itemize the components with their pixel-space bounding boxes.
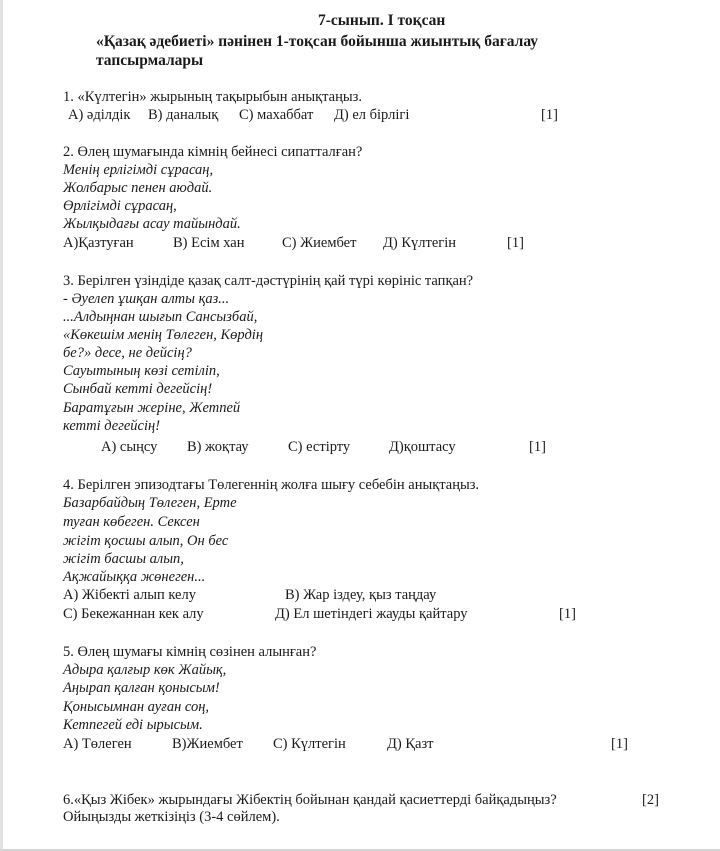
q2-verse-line: Жылқыдағы асау тайындай. <box>63 216 241 232</box>
q5-verse-line: Адыра қалғыр көк Жайық, <box>63 662 227 678</box>
q2-verse-line: Жолбарыс пенен аюдай. <box>63 180 213 196</box>
q2-option-d: Д) Күлтегін <box>383 235 457 251</box>
q5-verse-line: Қонысымнан ауған соң, <box>63 699 210 715</box>
q1-option-c: С) махаббат <box>239 107 314 123</box>
assessment-title-line1: «Қазақ әдебиеті» пәнінен 1-тоқсан бойынша жиынтық бағалау <box>96 33 539 50</box>
q6-mark: [2] <box>642 792 659 808</box>
q5-option-a: А) Төлеген <box>63 736 132 752</box>
q4-question: 4. Берілген эпизодтағы Төлегеннің жолға шығу себебін анықтаңыз. <box>63 477 480 493</box>
q3-verse-line: Сауытының көзі сетіліп, <box>63 363 220 379</box>
q3-verse-line: «Көкешім менің Төлеген, Көрдің <box>63 327 264 343</box>
q3-option-a: А) сыңсу <box>101 439 158 455</box>
q3-verse-line: Баратұғын жеріне, Жетпей <box>63 400 241 416</box>
q5-verse-line: Кетпегей еді ырысым. <box>63 717 203 733</box>
q2-verse-line: Өрлігімді сұрасаң, <box>63 198 177 214</box>
q2-option-c: С) Жиембет <box>282 235 357 251</box>
q3-option-b: В) жоқтау <box>187 439 249 455</box>
q3-verse-line: Сынбай кетті дегейсің! <box>63 381 213 397</box>
q4-verse-line: туған көбеген. Сексен <box>63 514 200 530</box>
q2-question: 2. Өлең шумағында кімнің бейнесі сипатталған? <box>63 144 363 160</box>
q4-verse-line: Ақжайыққа жөнеген... <box>63 569 206 585</box>
q3-verse-line: бе?» десе, не дейсің? <box>63 345 192 361</box>
q5-mark: [1] <box>611 736 628 752</box>
q5-option-c: С) Күлтегін <box>273 736 346 752</box>
q1-question: 1. «Күлтегін» жырының тақырыбын анықтаңыз. <box>63 89 362 105</box>
q5-question: 5. Өлең шумағы кімнің сөзінен алынған? <box>63 644 317 660</box>
q2-mark: [1] <box>507 235 524 251</box>
q4-option-c: С) Бекежаннан кек алу <box>63 606 204 622</box>
q5-verse-line: Аңырап қалған қонысым! <box>63 680 220 696</box>
q3-option-d: Д)қоштасу <box>389 439 456 455</box>
q3-mark: [1] <box>529 439 546 455</box>
q3-verse-line: ...Алдыңнан шығып Сансызбай, <box>63 309 258 325</box>
q4-verse-line: жігіт басшы алып, <box>63 551 184 567</box>
q6-question: 6.«Қыз Жібек» жырындағы Жібектің бойынан қандай қасиеттерді байқадыңыз? <box>63 792 557 808</box>
q1-option-b: В) даналық <box>148 107 219 123</box>
q2-option-a: А)Қазтуған <box>63 235 134 251</box>
q5-option-b: В)Жиембет <box>172 736 243 752</box>
q1-option-d: Д) ел бірлігі <box>334 107 410 123</box>
q3-verse-line: кетті дегейсің! <box>63 418 161 434</box>
grade-term-title: 7-сынып. І тоқсан <box>318 12 446 29</box>
q3-option-c: С) естірту <box>288 439 351 455</box>
q4-option-a: А) Жібекті алып келу <box>63 587 196 603</box>
q4-mark: [1] <box>559 606 576 622</box>
q1-option-a: А) әділдік <box>68 107 131 123</box>
q3-question: 3. Берілген үзіндіде қазақ салт-дәстүрінің қай түрі көрініс тапқан? <box>63 273 474 289</box>
q4-verse-line: Базарбайдың Төлеген, Ерте <box>63 495 237 511</box>
q6-instruction: Ойыңызды жеткізіңіз (3-4 сөйлем). <box>63 809 280 825</box>
assessment-title-line2: тапсырмалары <box>96 52 204 69</box>
q2-option-b: В) Есім хан <box>173 235 245 251</box>
q3-verse-line: - Әуелеп ұшқан алты қаз... <box>63 291 230 307</box>
q4-verse-line: жігіт қосшы алып, Он бес <box>63 533 229 549</box>
q2-verse-line: Менің ерлігімді сұрасаң, <box>63 162 214 178</box>
page-left-edge <box>0 0 3 851</box>
q4-option-b: В) Жар іздеу, қыз таңдау <box>285 587 437 603</box>
q4-option-d: Д) Ел шетіндегі жауды қайтару <box>275 606 468 622</box>
q1-mark: [1] <box>541 107 558 123</box>
q5-option-d: Д) Қазт <box>387 736 434 752</box>
